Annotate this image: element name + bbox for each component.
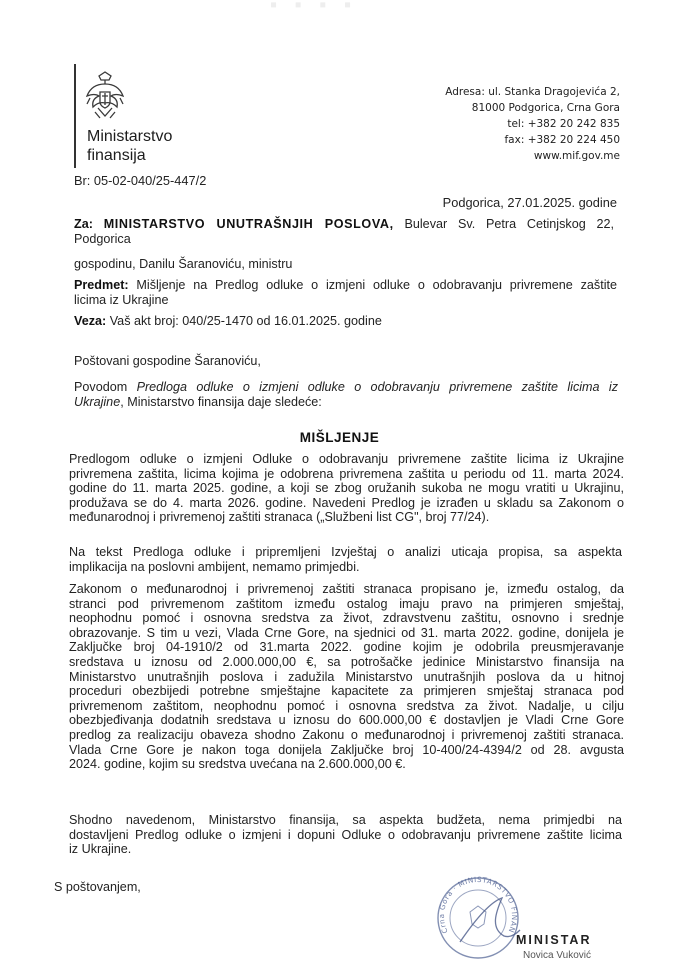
- paragraph-line: Na tekst Predloga odluke i pripremljeni Izvještaj o analizi uticaja propisa, sa aspekta: [69, 545, 622, 559]
- intro-italic: Ukrajine: [74, 394, 121, 409]
- subject-block: [74, 278, 617, 307]
- veza-text: Vaš akt broj: 040/25-1470 od 16.01.2025. godine: [109, 314, 382, 328]
- phone-line: tel: +382 20 242 835: [507, 118, 620, 130]
- ministry-name-line1: Ministarstvo: [87, 128, 173, 145]
- subject-text-line1: Mišljenje na Predlog odluke o izmjeni odluke o odobravanju privremene zaštite: [136, 278, 618, 292]
- letterhead-divider: [74, 64, 76, 168]
- subject-label: Predmet:: [74, 278, 129, 292]
- recipient-address: Bulevar Sv. Petra Cetinjskog 22,: [404, 217, 615, 231]
- website-line: www.mif.gov.me: [533, 150, 620, 162]
- closing: S poštovanjem,: [54, 880, 141, 894]
- paragraph-line: Predlogom odluke o izmjeni Odluke o odobravanju privremene zaštite licima iz Ukrajine: [69, 452, 624, 466]
- paragraph-line: sredstava u iznosu od 2.000.000,00 €, sa potrošačke jedinice Ministarstvo finansija na: [69, 654, 624, 669]
- paragraph-line: obezbjeđivanja dodatnih sredstava u iznosu do 600.000,00 € dostavljen je Vladi Crne Gore: [69, 713, 624, 728]
- recipient-label: Za:: [74, 217, 93, 231]
- signatory-title: MINISTAR: [516, 933, 592, 947]
- intro-italic: Predloga odluke o izmjeni odluke o odobravanju privremene zaštite licima iz: [136, 380, 618, 394]
- address-line: 81000 Podgorica, Crna Gora: [471, 102, 620, 114]
- paragraph-line: Zakonom o međunarodnoj i privremenoj zaštiti stranaca propisano je, između ostalog, da: [69, 582, 624, 596]
- paragraph-line: godine do 11. marta 2025. godine, a koji se zbog oružanih sukoba ne mogu vratiti u Ukrajinu,: [69, 481, 624, 496]
- paragraph-line: 2024. godine, kojim su sredstva uvećana na 2.600.000,00 €.: [69, 757, 406, 772]
- address-block: [420, 84, 620, 164]
- intro-text: , Ministarstvo finansija daje sledeće:: [120, 394, 322, 409]
- paragraph-conclusion: [69, 813, 622, 857]
- place-and-date: Podgorica, 27.01.2025. godine: [442, 195, 617, 210]
- intro-paragraph: [74, 380, 618, 409]
- opinion-heading: MIŠLJENJE: [299, 430, 380, 445]
- recipient-city: Podgorica: [74, 231, 131, 246]
- subject-text-line2: licima iz Ukrajine: [74, 292, 169, 307]
- paragraph-line: implikacija na poslovni ambijent, nemamo primjedbi.: [69, 559, 360, 574]
- paragraph-line: privremena zaštita, licima kojima je odobrena privremena zaštita u periodu od 11. marta 2024.: [69, 466, 624, 481]
- reference-number: Br: 05-02-040/25-447/2: [74, 173, 207, 188]
- paragraph-line: međunarodnoj i privremenoj zaštiti stranaca („Službeni list CG", broj 77/24).: [69, 510, 490, 525]
- paragraph-line: Ministarstvo unutrašnjih poslova i zadužila Ministarstvo unutrašnjih poslova da u hitnoj: [69, 669, 624, 684]
- paragraph-legal-basis: [69, 582, 624, 772]
- recipient-line: [74, 217, 614, 232]
- paragraph-line: proceduri obezbijedi potrebne smještajne kapacitete za primjeren smještaj stranaca pod: [69, 684, 624, 699]
- official-stamp: [430, 872, 526, 965]
- paragraph-line: produžava se do 4. marta 2026. godine. Navedeni Predlog je izrađen u skladu sa Zakonom o: [69, 495, 624, 510]
- address-line: Adresa: ul. Stanka Dragojevića 2,: [445, 86, 620, 98]
- veza-label: Veza:: [74, 314, 107, 328]
- paragraph-line: predlog za realizaciju obaveza shodno Zakonu o međunarodnoj i privremenoj zaštiti stranaca.: [69, 727, 624, 742]
- paragraph-line: obrazovanje. S tim u vezi, Vlada Crne Gore, na sjednici od 31. marta 2022. godine, donijela je: [69, 625, 624, 640]
- paragraph-line: Vlada Crne Gore je nakon toga donijela Zaključke broj 10-400/24-4394/2 od 28. avgusta: [69, 742, 624, 757]
- recipient-name: MINISTARSTVO UNUTRAŠNJIH POSLOVA,: [103, 217, 394, 231]
- paragraph-decision: [69, 452, 624, 525]
- paragraph-line: stranci pod privremenom zaštitom između ostalog imaju pravo na primjeren smještaj,: [69, 596, 624, 611]
- salutation: Poštovani gospodine Šaranoviću,: [74, 354, 261, 368]
- paragraph-line: dostavljeni Predlog odluke o izmjeni i dopuni Odluke o odobravanju privremene zaštite licima: [69, 827, 622, 842]
- coat-of-arms-icon: [84, 70, 126, 127]
- paragraph-no-objections: [69, 545, 622, 574]
- recipient-block: [74, 217, 614, 246]
- fax-line: fax: +382 20 224 450: [504, 134, 620, 146]
- reference-block: [74, 314, 382, 329]
- signatory-name: Novica Vuković: [523, 950, 591, 961]
- recipient-attention: gospodinu, Danilu Šaranoviću, ministru: [74, 257, 293, 271]
- intro-text: Povodom: [74, 380, 128, 394]
- paragraph-line: iz Ukrajine.: [69, 842, 132, 857]
- paragraph-line: Shodno navedenom, Ministarstvo finansija, sa aspekta budžeta, nema primjedbi na: [69, 813, 622, 827]
- paragraph-line: Zaključke broj 04-1910/2 od 31.marta 2022. godine kojim je odobrila preusmjeravanje: [69, 640, 624, 655]
- paragraph-line: privremenom zaštitom, neophodnu pomoć i osnovna sredstva za život. Nadalje, u cilju: [69, 698, 624, 713]
- ministry-name: [87, 127, 172, 165]
- scan-artifact: ▪ ▪ ▪ ▪: [270, 0, 358, 16]
- stamp-text: Crna Gora · MINISTARSTVO FINAN: [436, 874, 520, 935]
- paragraph-line: neophodnu pomoć i osnovna sredstva za život, zdravstvenu zaštitu, osnovno i srednje: [69, 611, 624, 626]
- ministry-name-line2: finansija: [87, 147, 146, 164]
